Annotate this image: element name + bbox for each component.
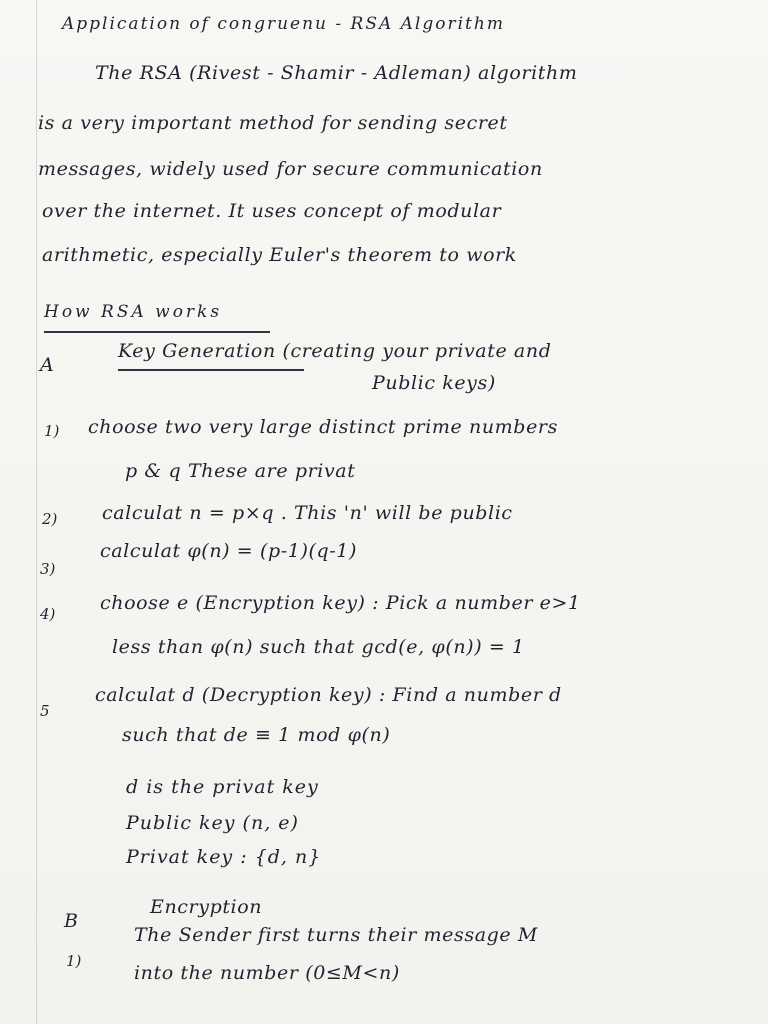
part-b-step-number: 1) — [66, 952, 82, 970]
part-a-title-line-2: Public keys) — [372, 372, 496, 394]
step-2-line-1: calculat n = p×q . This 'n' will be public — [102, 502, 513, 524]
part-a-label: A — [40, 354, 55, 376]
page-margin-line — [36, 0, 37, 1024]
step-5-number: 5 — [40, 702, 50, 720]
step-5-line-1: calculat d (Decryption key) : Find a number d — [95, 684, 562, 706]
part-b-label: B — [64, 910, 79, 932]
intro-line-3: messages, widely used for secure communication — [38, 158, 543, 180]
step-4-line-2: less than φ(n) such that gcd(e, φ(n)) = 1 — [112, 636, 525, 658]
private-key-set-note: Privat key : {d, n} — [126, 846, 322, 868]
part-a-title-line-1: Key Generation (creating your private and — [118, 340, 552, 362]
intro-line-1: The RSA (Rivest - Shamir - Adleman) algorithm — [95, 62, 578, 84]
intro-line-5: arithmetic, especially Euler's theorem to work — [42, 244, 517, 266]
step-5-line-2: such that de ≡ 1 mod φ(n) — [122, 724, 391, 746]
step-3-line-1: calculat φ(n) = (p-1)(q-1) — [100, 540, 357, 562]
intro-line-2: is a very important method for sending secret — [38, 112, 508, 134]
step-3-number: 3) — [40, 560, 56, 578]
intro-line-4: over the internet. It uses concept of modular — [42, 200, 502, 222]
step-1-line-1: choose two very large distinct prime numbers — [88, 416, 558, 438]
part-b-line-1: The Sender first turns their message M — [134, 924, 538, 946]
part-a-title-underline — [118, 369, 304, 371]
private-key-note: d is the privat key — [126, 776, 319, 798]
part-b-line-2: into the number (0≤M<n) — [134, 962, 400, 984]
public-key-note: Public key (n, e) — [126, 812, 299, 834]
step-1-line-2: p & q These are privat — [125, 460, 356, 482]
part-b-title: Encryption — [150, 896, 263, 918]
section-heading: How RSA works — [44, 302, 223, 322]
step-4-number: 4) — [40, 605, 56, 623]
step-4-line-1: choose e (Encryption key) : Pick a number e>1 — [100, 592, 581, 614]
section-heading-underline — [44, 331, 270, 333]
page-title: Application of congruenu - RSA Algorithm — [62, 14, 505, 34]
step-1-number: 1) — [44, 422, 60, 440]
step-2-number: 2) — [42, 510, 58, 528]
